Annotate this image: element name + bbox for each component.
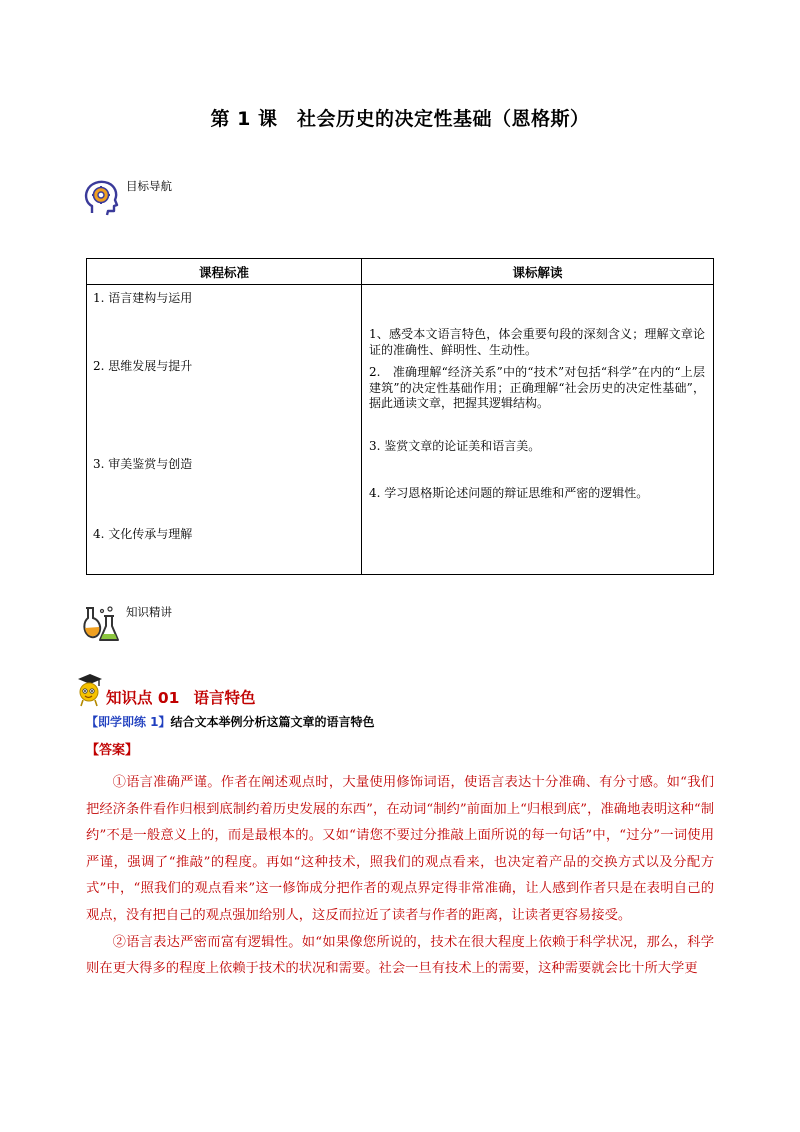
curriculum-table [86,258,714,575]
exercise-text: 结合文本举例分析这篇文章的语言特色 [170,715,375,729]
interpretation-cell [362,285,714,575]
lab-flask-icon [80,604,122,644]
interpretation-item: 2. 准确理解“经济关系”中的“技术”对包括“科学”在内的“上层建筑”的决定性基础作用；正确理解“社会历史的决定性基础”，据此通读文章，把握其逻辑结构。 [369,365,705,410]
section-label: 目标导航 [126,179,172,193]
interpretation-item: 1、感受本文语言特色，体会重要句段的深刻含义；理解文章论证的准确性、鲜明性、生动性。 [369,327,705,357]
answer-paragraph: ①语言准确严谨。作者在阐述观点时，大量使用修饰词语，使语言表达十分准确、有分寸感。如“我们把经济条件看作归根到底制约着历史发展的东西”，在动词“制约”前面加上“归根到底”，准确地表明这种“制约”不是一般意义上的，而是最根本的。又如“请您不要过分推敲上面所说的每一句话”中，“过分”一词使用严谨，强调了“推敲”的程度。再如“这种技术，照我们的观点看来，也决定着产品的交换方式以及分配方式”中，“照我们的观点看来”这一修饰成分把作者的观点界定得非常准确，让人感到作者只是在表明自己的观点，没有把自己的观点强加给别人，这反而拉近了读者与作者的距离，让读者更容易接受。 [86,775,714,923]
answer-body [86,770,714,983]
interpretation-item: 3. 鉴赏文章的论证美和语言美。 [369,439,541,453]
interpretation-item: 4. 学习恩格斯论述问题的辩证思维和严密的逻辑性。 [369,486,649,500]
graduate-mascot-icon [74,672,104,708]
table-header: 课程标准 [87,259,362,285]
section-knowledge-explain [80,604,172,644]
section-target-navigation [82,178,172,218]
standards-cell [87,285,362,575]
table-header: 课标解读 [362,259,714,285]
page-title: 第 1 课 社会历史的决定性基础（恩格斯） [210,108,590,130]
standard-item: 4. 文化传承与理解 [93,527,193,541]
answer-paragraph: ②语言表达严密而富有逻辑性。如“如果像您所说的，技术在很大程度上依赖于科学状况，那么，科学则在更大得多的程度上依赖于技术的状况和需要。社会一旦有技术上的需要，这种需要就会比十所大学更 [86,934,714,977]
knowledge-point-title: 语言特色 [193,689,256,707]
knowledge-point-heading [74,672,255,708]
standard-item: 3. 审美鉴赏与创造 [93,457,193,471]
answer-label: 【答案】 [86,743,139,758]
standard-item: 1. 语言建构与运用 [93,291,193,305]
knowledge-point-number: 知识点 01 [106,689,180,707]
standard-item: 2. 思维发展与提升 [93,359,193,373]
section-label: 知识精讲 [126,605,172,619]
brain-gear-icon [82,178,122,218]
exercise-prompt [86,713,375,730]
exercise-tag: 【即学即练 1】 [86,715,171,729]
